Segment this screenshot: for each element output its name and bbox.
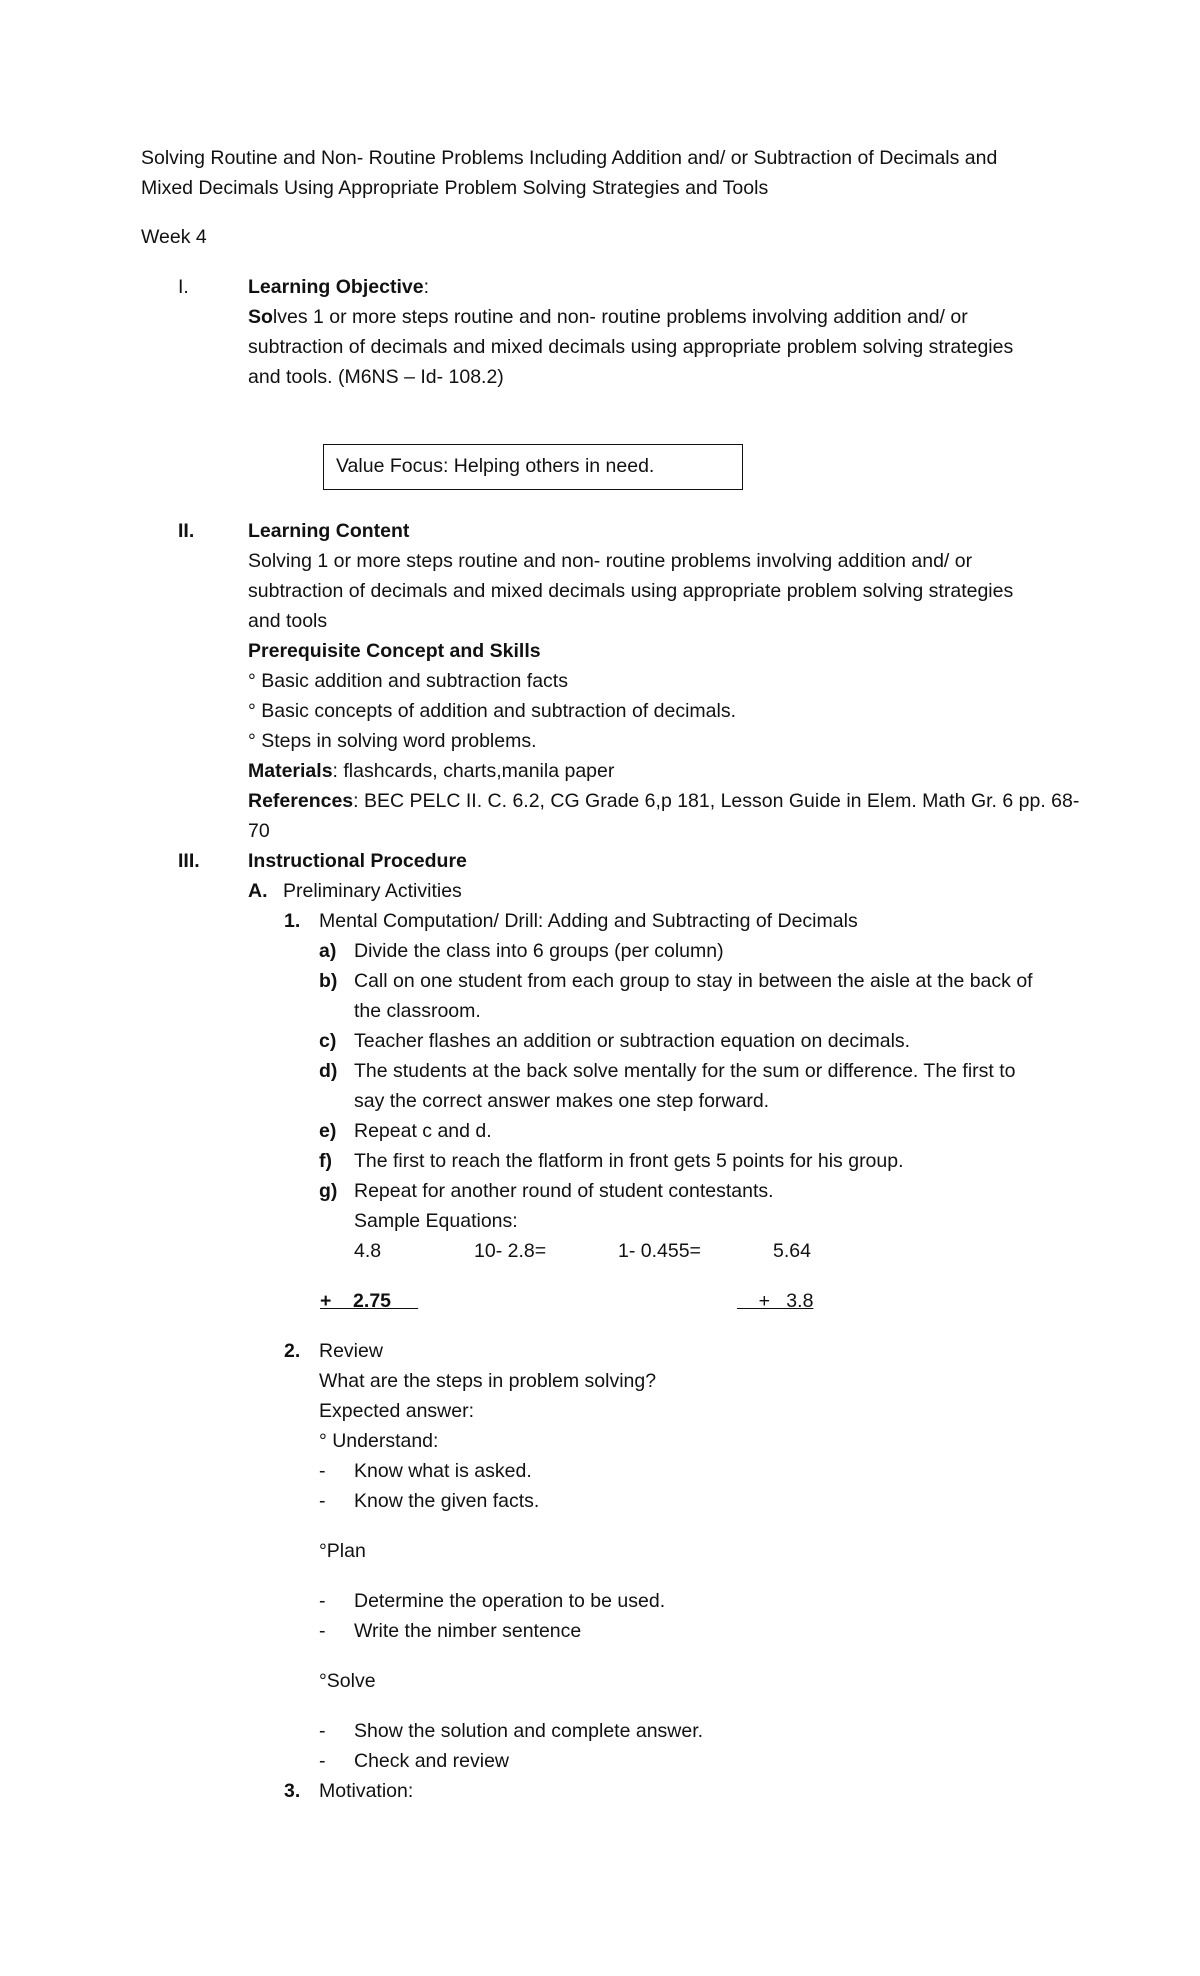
- prerequisite-heading-text: Prerequisite Concept and Skills: [248, 640, 541, 662]
- step-marker-text: d): [319, 1060, 338, 1082]
- dash-bullet: -: [319, 1620, 326, 1642]
- understand-item: Know the given facts.: [354, 1490, 540, 1512]
- step-text: Repeat c and d.: [354, 1120, 492, 1142]
- step-marker: [319, 1116, 336, 1146]
- prereq-item: ° Steps in solving word problems.: [248, 730, 537, 752]
- step-text: Repeat for another round of student contestants.: [354, 1180, 774, 1202]
- step-marker: [319, 966, 337, 996]
- section-1-heading: [248, 272, 429, 302]
- item-a-marker-text: A.: [248, 880, 268, 902]
- equation-1-top: 4.8: [354, 1240, 382, 1262]
- step-marker-text: e): [319, 1120, 337, 1142]
- objective-line-1-text: lves 1 or more steps routine and non- routine problems involving addition and/ or: [272, 306, 968, 328]
- sample-equations-label: Sample Equations:: [354, 1210, 518, 1232]
- item-2-marker-text: 2.: [284, 1340, 301, 1362]
- item-a-marker: [248, 876, 268, 906]
- step-marker: [319, 1056, 337, 1086]
- title-line-2-row: [141, 173, 768, 203]
- references-label: References: [248, 790, 354, 812]
- section-1-numeral: I.: [178, 276, 189, 298]
- step-text: Divide the class into 6 groups (per column): [354, 940, 724, 962]
- equation-4-bottom: + 3.8: [737, 1290, 814, 1312]
- equation-3: 1- 0.455=: [618, 1240, 701, 1262]
- dash-bullet: -: [319, 1750, 326, 1772]
- step-marker-text: f): [319, 1150, 332, 1172]
- prerequisite-heading: [248, 636, 541, 666]
- learning-content-heading-text: Learning Content: [248, 520, 410, 542]
- item-1-marker-text: 1.: [284, 910, 301, 932]
- step-text: Call on one student from each group to stay in between the aisle at the back of: [354, 970, 1033, 992]
- mental-computation-label: Mental Computation/ Drill: Adding and Subtracting of Decimals: [319, 910, 858, 932]
- equation-2: 10- 2.8=: [474, 1240, 547, 1262]
- materials-label: Materials: [248, 760, 333, 782]
- document-title: [141, 143, 997, 173]
- step-text: the classroom.: [354, 1000, 481, 1022]
- solve-item: Show the solution and complete answer.: [354, 1720, 704, 1742]
- equation-1-bottom: [320, 1286, 418, 1316]
- item-3-marker-text: 3.: [284, 1780, 301, 1802]
- understand-item: Know what is asked.: [354, 1460, 532, 1482]
- dash-bullet: -: [319, 1590, 326, 1612]
- heading-colon: :: [423, 276, 429, 298]
- plan-heading: °Plan: [319, 1540, 366, 1562]
- expected-answer: Expected answer:: [319, 1400, 475, 1422]
- step-text: The first to reach the flatform in front gets 5 points for his group.: [354, 1150, 904, 1172]
- step-marker: [319, 1026, 336, 1056]
- references-text: : BEC PELC II. C. 6.2, CG Grade 6,p 181, Lesson Guide in Elem. Math Gr. 6 pp. 68-: [353, 790, 1080, 812]
- equation-1-addend: + 2.75: [320, 1290, 419, 1312]
- references-continued: 70: [248, 820, 270, 842]
- section-2-numeral: [178, 516, 194, 546]
- prereq-item: ° Basic addition and subtraction facts: [248, 670, 568, 692]
- step-text: say the correct answer makes one step forward.: [354, 1090, 770, 1112]
- dash-bullet: -: [319, 1460, 326, 1482]
- dash-bullet: -: [319, 1720, 326, 1742]
- section-3-numeral: [178, 846, 200, 876]
- step-marker-text: c): [319, 1030, 337, 1052]
- objective-line-2: subtraction of decimals and mixed decimals using appropriate problem solving strategies: [248, 336, 1014, 358]
- step-marker-text: a): [319, 940, 337, 962]
- instructional-procedure-heading: [248, 846, 467, 876]
- content-line-2: subtraction of decimals and mixed decimals using appropriate problem solving strategies: [248, 580, 1014, 602]
- equation-4-top: 5.64: [773, 1240, 811, 1262]
- dash-bullet: -: [319, 1490, 326, 1512]
- solve-item: Check and review: [354, 1750, 509, 1772]
- content-line-1: Solving 1 or more steps routine and non- routine problems involving addition and/ or: [248, 550, 973, 572]
- materials-line: [248, 756, 614, 786]
- title-line-2: Mixed Decimals Using Appropriate Problem Solving Strategies and Tools: [141, 177, 769, 199]
- step-text: Teacher flashes an addition or subtraction equation on decimals.: [354, 1030, 911, 1052]
- objective-line-1: [248, 302, 968, 332]
- review-label: Review: [319, 1340, 383, 1362]
- understand-heading: ° Understand:: [319, 1430, 439, 1452]
- title-line-1: Solving Routine and Non- Routine Problems Including Addition and/ or Subtraction of Decimals and: [141, 147, 998, 169]
- step-marker: [319, 1146, 332, 1176]
- item-2-marker: [284, 1336, 300, 1366]
- plan-item: Determine the operation to be used.: [354, 1590, 666, 1612]
- learning-objective-heading: Learning Objective: [248, 276, 424, 298]
- item-1-marker: [284, 906, 300, 936]
- plan-item: Write the nimber sentence: [354, 1620, 582, 1642]
- step-marker: [319, 1176, 337, 1206]
- objective-bold-start: So: [248, 306, 273, 328]
- week-label: Week 4: [141, 226, 207, 248]
- section-2-numeral-text: II.: [178, 520, 195, 542]
- review-question: What are the steps in problem solving?: [319, 1370, 657, 1392]
- step-marker: [319, 936, 336, 966]
- step-marker-text: b): [319, 970, 338, 992]
- objective-line-3: and tools. (M6NS – Id- 108.2): [248, 366, 504, 388]
- instructional-procedure-heading-text: Instructional Procedure: [248, 850, 467, 872]
- item-3-marker: [284, 1776, 300, 1806]
- step-marker-text: g): [319, 1180, 338, 1202]
- prereq-item: ° Basic concepts of addition and subtraction of decimals.: [248, 700, 736, 722]
- learning-content-heading: [248, 516, 409, 546]
- motivation-label: Motivation:: [319, 1780, 414, 1802]
- step-text: The students at the back solve mentally for the sum or difference. The first to: [354, 1060, 1016, 1082]
- preliminary-activities: Preliminary Activities: [283, 880, 462, 902]
- materials-text: : flashcards, charts,manila paper: [332, 760, 615, 782]
- references-line: [248, 786, 1079, 816]
- value-focus-box: Value Focus: Helping others in need.: [323, 444, 743, 490]
- section-3-numeral-text: III.: [178, 850, 200, 872]
- solve-heading: °Solve: [319, 1670, 376, 1692]
- content-line-3: and tools: [248, 610, 328, 632]
